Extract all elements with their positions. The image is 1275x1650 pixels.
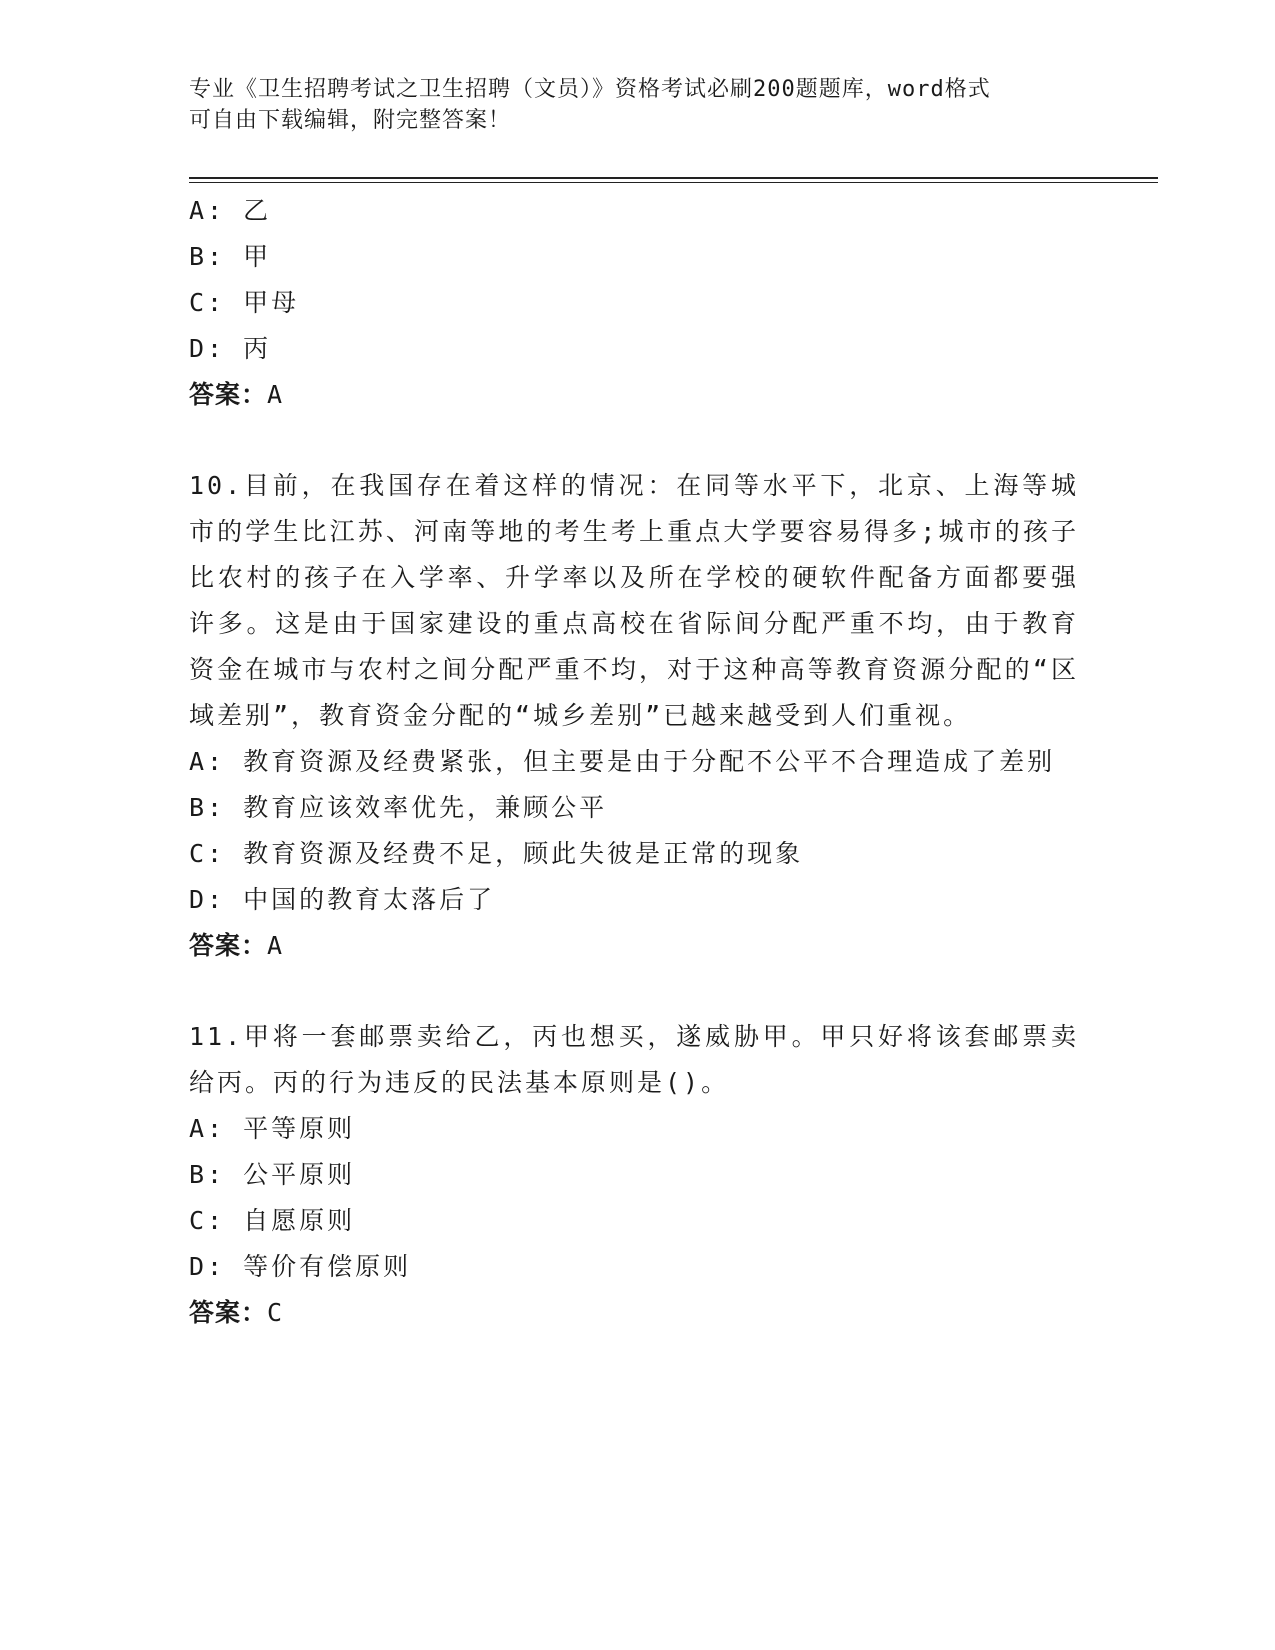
- option-b: B: 公平原则: [189, 1160, 356, 1189]
- header-rule-thin: [189, 182, 1158, 183]
- option-d: D: 中国的教育太落后了: [189, 885, 496, 914]
- answer-value: C: [267, 1298, 284, 1327]
- question-stem: 11.甲将一套邮票卖给乙，丙也想买，遂威胁甲。甲只好将该套邮票卖给丙。丙的行为违反的民法基本原则是()。: [189, 1022, 1079, 1097]
- option-a: A: 乙: [189, 196, 272, 225]
- option-d: D: 等价有偿原则: [189, 1252, 412, 1281]
- question-content: [189, 188, 1089, 1336]
- question-stem: 10.目前，在我国存在着这样的情况：在同等水平下，北京、上海等城市的学生比江苏、河南等地的考生考上重点大学要容易得多;城市的孩子比农村的孩子在入学率、升学率以及所在学校的硬软件配备方面都要强许多。这是由于国家建设的重点高校在省际间分配严重不均，由于教育资金在城市与农村之间分配严重不均，对于这种高等教育资源分配的“区域差别”，教育资金分配的“城乡差别”已越来越受到人们重视。: [189, 471, 1079, 730]
- answer-line: 答案：C: [189, 1298, 284, 1327]
- option-d: D: 丙: [189, 334, 272, 363]
- answer-line: 答案：A: [189, 931, 284, 960]
- header-rule-thick: [189, 177, 1158, 179]
- header-line-2: 可自由下载编辑，附完整答案！: [189, 108, 512, 133]
- option-b: B: 教育应该效率优先，兼顾公平: [189, 793, 608, 822]
- answer-line: 答案：A: [189, 380, 284, 409]
- prev-question-block: [189, 188, 1089, 418]
- answer-value: A: [267, 931, 284, 960]
- question-10-block: [189, 463, 1089, 969]
- option-c: C: 教育资源及经费不足，顾此失彼是正常的现象: [189, 839, 804, 868]
- document-header: [189, 74, 1069, 136]
- header-line-1: 专业《卫生招聘考试之卫生招聘（文员）》资格考试必刷200题题库，word格式: [189, 77, 991, 102]
- option-b: B: 甲: [189, 242, 272, 271]
- option-a: A: 教育资源及经费紧张，但主要是由于分配不公平不合理造成了差别: [189, 747, 1056, 776]
- question-11-block: [189, 1014, 1089, 1336]
- option-c: C: 自愿原则: [189, 1206, 356, 1235]
- answer-value: A: [267, 380, 284, 409]
- option-c: C: 甲母: [189, 288, 300, 317]
- option-a: A: 平等原则: [189, 1114, 356, 1143]
